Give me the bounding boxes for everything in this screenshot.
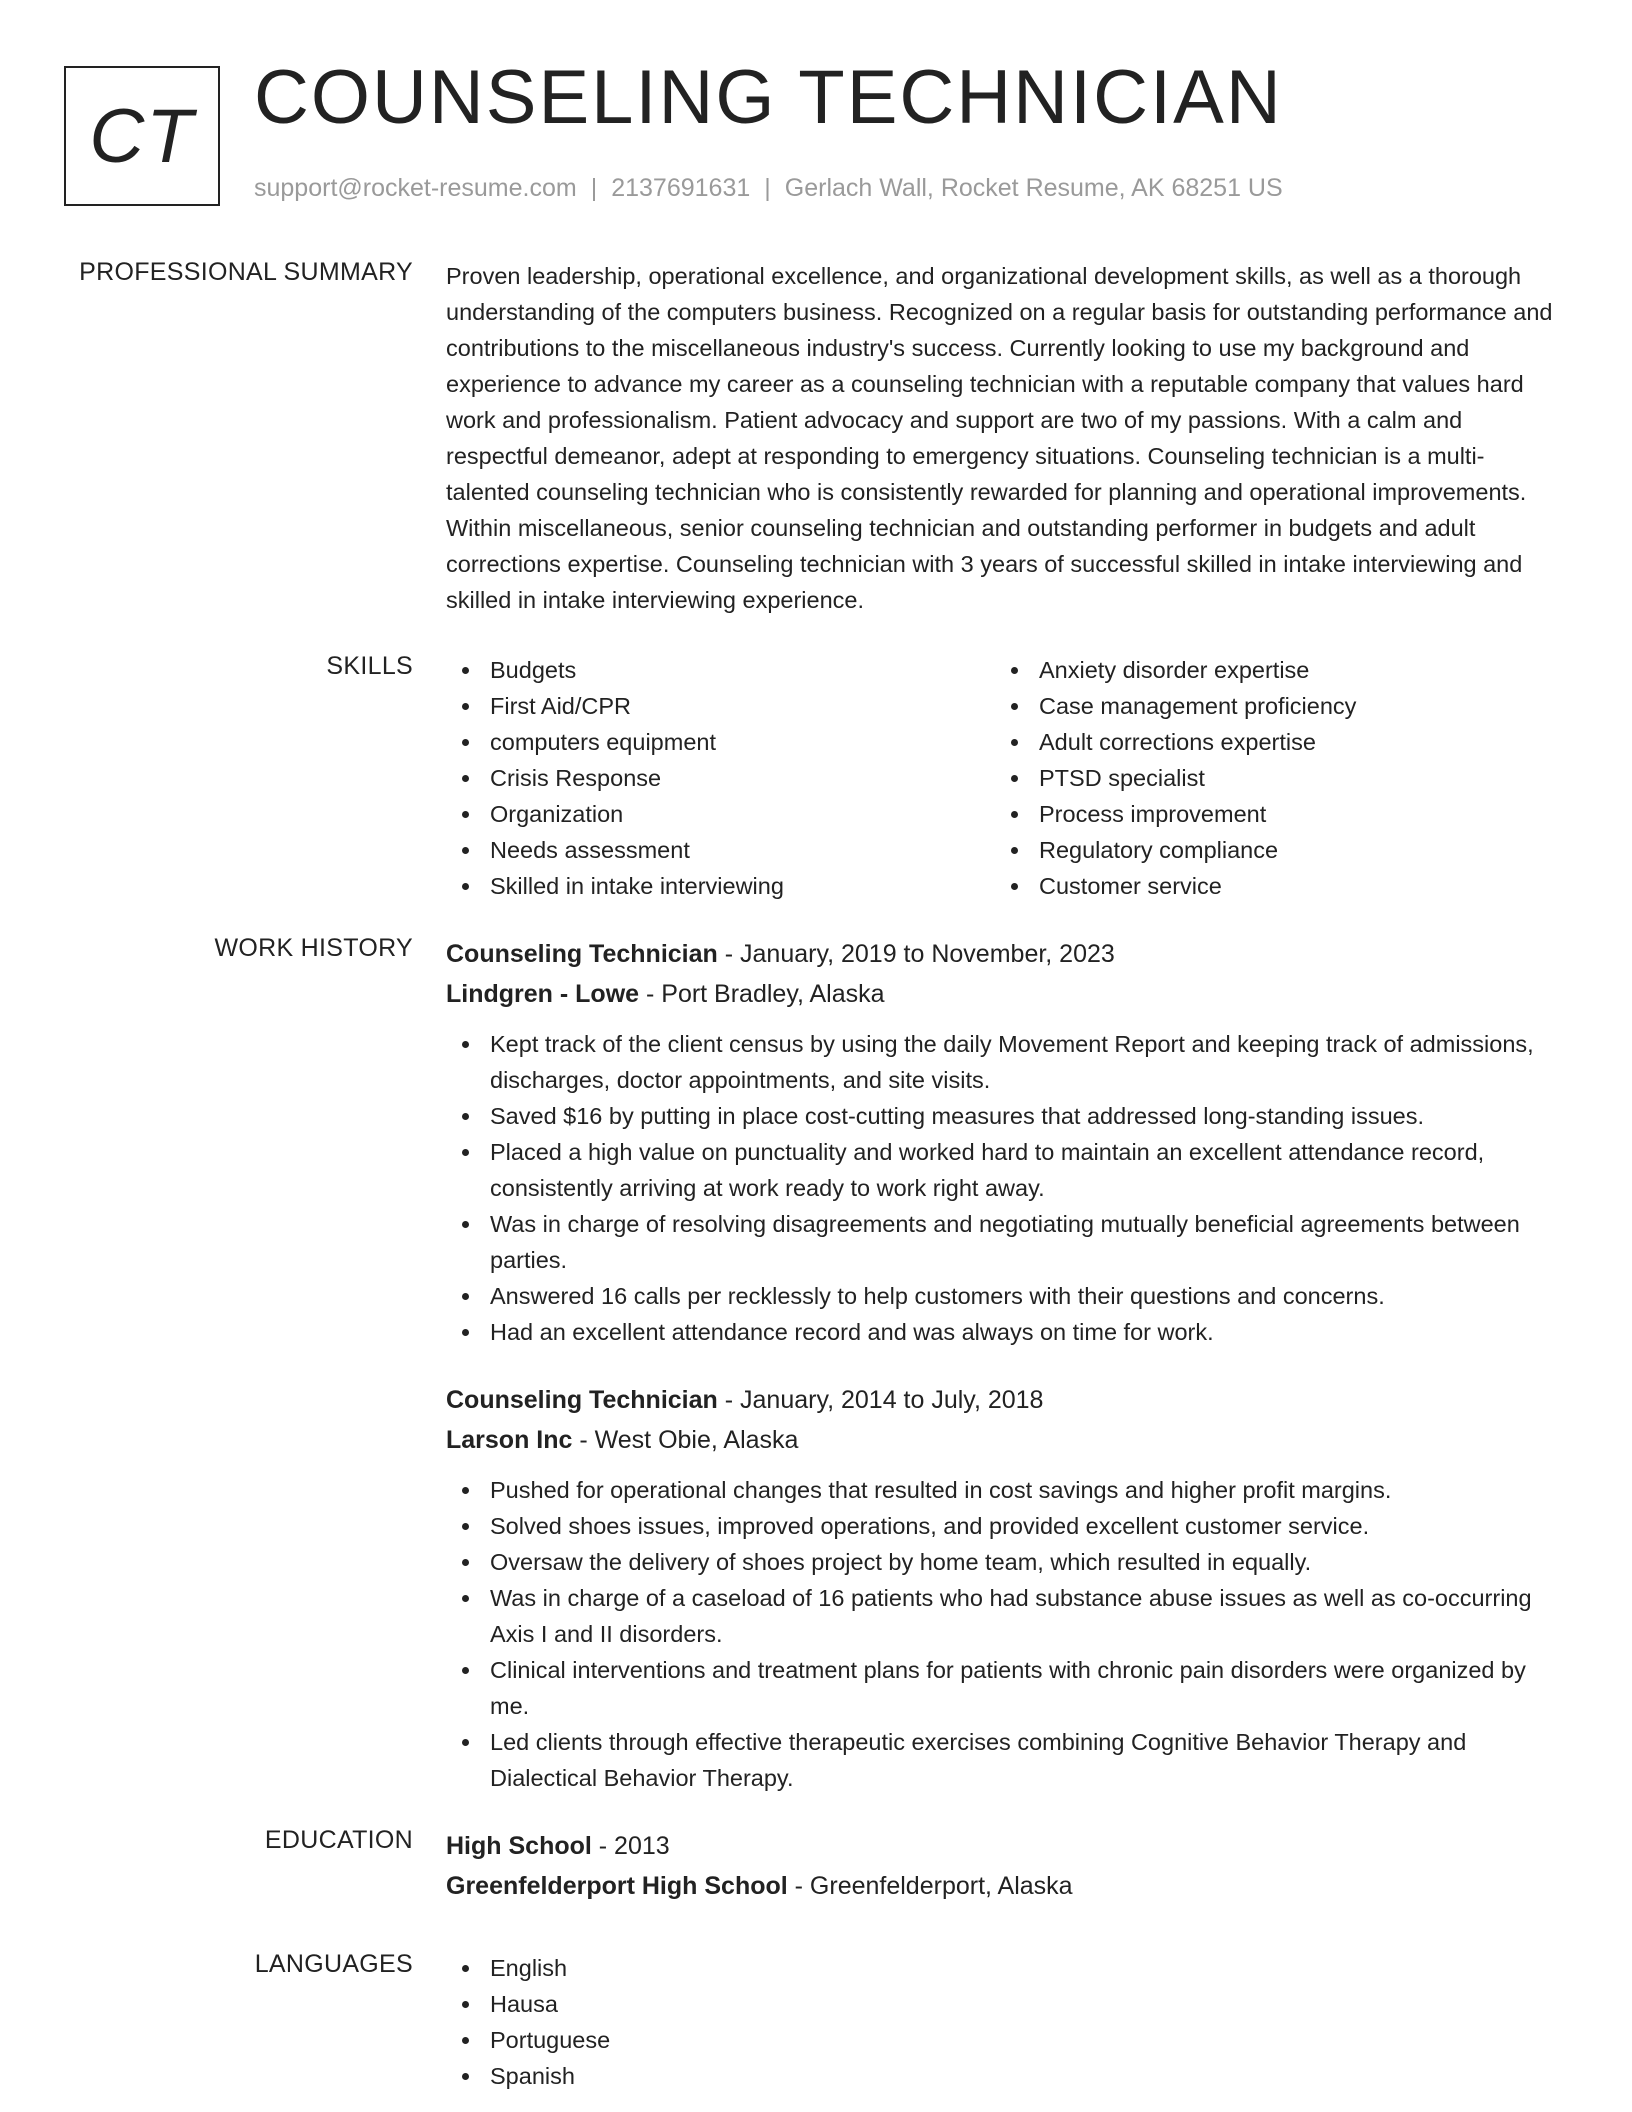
job-title-line <box>446 934 1566 974</box>
job-bullet: Had an excellent attendance record and was always on time for work. <box>446 1314 1566 1350</box>
skill-item: Regulatory compliance <box>995 832 1544 868</box>
job-bullet: Answered 16 calls per recklessly to help customers with their questions and concerns. <box>446 1278 1566 1314</box>
section-label-languages: LANGUAGES <box>254 1950 413 1978</box>
skill-item: Process improvement <box>995 796 1544 832</box>
section-label-summary: PROFESSIONAL SUMMARY <box>79 258 413 286</box>
contact-phone: 2137691631 <box>611 174 751 202</box>
education-body <box>446 1826 1566 1906</box>
summary-body <box>446 258 1566 618</box>
language-item: Portuguese <box>446 2022 1566 2058</box>
skill-item: Anxiety disorder expertise <box>995 652 1544 688</box>
job-entry <box>446 1380 1566 1796</box>
job-bullet: Pushed for operational changes that resulted in cost savings and higher profit margins. <box>446 1472 1566 1508</box>
skill-item: Crisis Response <box>446 760 995 796</box>
job-bullet: Clinical interventions and treatment plans for patients with chronic pain disorders were organized by me. <box>446 1652 1566 1724</box>
education-year: - 2013 <box>591 1832 670 1860</box>
skills-list-right <box>995 652 1544 904</box>
job-bullet: Was in charge of resolving disagreements and negotiating mutually beneficial agreements between parties. <box>446 1206 1566 1278</box>
job-company: Lindgren - Lowe <box>446 980 640 1008</box>
education-degree-line <box>446 1826 1566 1866</box>
job-title-line <box>446 1380 1566 1420</box>
job-bullet: Was in charge of a caseload of 16 patients who had substance abuse issues as well as co-occurring Axis I and II disorders. <box>446 1580 1566 1652</box>
job-company-line <box>446 1420 1566 1460</box>
languages-list <box>446 1950 1566 2094</box>
languages-body <box>446 1950 1566 2094</box>
job-bullet: Kept track of the client census by using the daily Movement Report and keeping track of admissions, discharges, doctor appointments, and site visits. <box>446 1026 1566 1098</box>
language-item: English <box>446 1950 1566 1986</box>
skill-item: Organization <box>446 796 995 832</box>
education-degree: High School <box>446 1832 592 1860</box>
skill-item: Needs assessment <box>446 832 995 868</box>
contact-email: support@rocket-resume.com <box>254 174 577 202</box>
job-location: - West Obie, Alaska <box>572 1426 799 1454</box>
job-company-line <box>446 974 1566 1014</box>
job-bullet: Placed a high value on punctuality and worked hard to maintain an excellent attendance record, consistently arriving at work ready to work right away. <box>446 1134 1566 1206</box>
section-label-education: EDUCATION <box>264 1826 413 1854</box>
skill-item: Customer service <box>995 868 1544 904</box>
skill-item: Budgets <box>446 652 995 688</box>
skills-list-left <box>446 652 995 904</box>
language-item: Hausa <box>446 1986 1566 2022</box>
candidate-name: COUNSELING TECHNICIAN <box>254 55 1283 140</box>
education-school: Greenfelderport High School <box>446 1872 788 1900</box>
job-title: Counseling Technician <box>446 1386 718 1414</box>
job-bullet: Solved shoes issues, improved operations, and provided excellent customer service. <box>446 1508 1566 1544</box>
education-school-line <box>446 1866 1566 1906</box>
work-history-body <box>446 934 1566 1796</box>
contact-separator: | <box>764 174 771 202</box>
skills-columns <box>446 652 1566 904</box>
monogram-badge: CT <box>64 66 220 206</box>
job-dates: - January, 2019 to November, 2023 <box>717 940 1115 968</box>
skill-item: First Aid/CPR <box>446 688 995 724</box>
job-entry <box>446 934 1566 1350</box>
job-title: Counseling Technician <box>446 940 718 968</box>
section-label-work: WORK HISTORY <box>214 934 413 962</box>
job-bullet: Saved $16 by putting in place cost-cutting measures that addressed long-standing issues. <box>446 1098 1566 1134</box>
education-location: - Greenfelderport, Alaska <box>787 1872 1073 1900</box>
job-company: Larson Inc <box>446 1426 573 1454</box>
skill-item: Adult corrections expertise <box>995 724 1544 760</box>
job-bullet: Oversaw the delivery of shoes project by home team, which resulted in equally. <box>446 1544 1566 1580</box>
language-item: Spanish <box>446 2058 1566 2094</box>
skill-item: PTSD specialist <box>995 760 1544 796</box>
job-bullets <box>446 1026 1566 1350</box>
skill-item: Case management proficiency <box>995 688 1544 724</box>
skill-item: Skilled in intake interviewing <box>446 868 995 904</box>
job-bullet: Led clients through effective therapeutic exercises combining Cognitive Behavior Therapy and Dialectical Behavior Therapy. <box>446 1724 1566 1796</box>
job-dates: - January, 2014 to July, 2018 <box>717 1386 1044 1414</box>
contact-address: Gerlach Wall, Rocket Resume, AK 68251 US <box>784 174 1283 202</box>
section-label-skills: SKILLS <box>326 652 413 680</box>
job-bullets <box>446 1472 1566 1796</box>
summary-text: Proven leadership, operational excellence, and organizational development skills, as well as a thorough understanding of the computers business. Recognized on a regular basis for outstanding performance and contributions to the miscellaneous industry's success. Currently looking to use my background and experience to advance my career as a counseling technician with a reputable company that values hard work and professionalism. Patient advocacy and support are two of my passions. With a calm and respectful demeanor, adept at responding to emergency situations. Counseling technician is a multi-talented counseling technician who is consistently rewarded for planning and operational improvements. Within miscellaneous, senior counseling technician and outstanding performer in budgets and adult corrections expertise. Counseling technician with 3 years of successful skilled in intake interviewing and skilled in intake interviewing experience. <box>446 263 1553 613</box>
contact-line <box>254 174 1283 203</box>
contact-separator: | <box>590 174 598 202</box>
job-location: - Port Bradley, Alaska <box>639 980 885 1008</box>
skill-item: computers equipment <box>446 724 995 760</box>
